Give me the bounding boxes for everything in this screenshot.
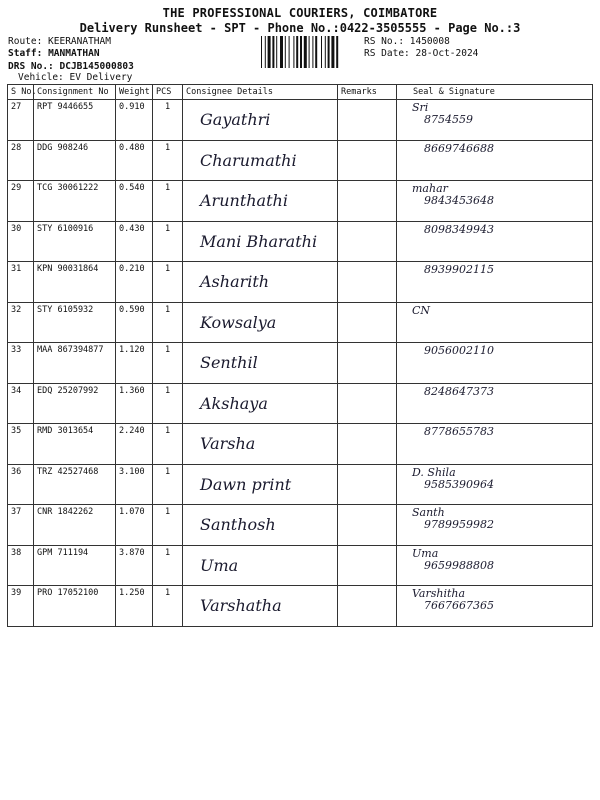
seal-signature: [412, 183, 589, 207]
seal-signature-cell: [397, 302, 593, 343]
sno-cell: 36: [8, 464, 34, 505]
weight-cell: 1.120: [116, 343, 153, 384]
rs-date: RS Date: 28-Oct-2024: [364, 48, 479, 59]
staff-line: [8, 48, 100, 59]
pcs-cell: 1: [153, 221, 183, 262]
weight-cell: 0.910: [116, 100, 153, 141]
sno-cell: 37: [8, 505, 34, 546]
seal-signature-cell: [397, 464, 593, 505]
consignee-cell: [183, 586, 338, 627]
consignee-cell: [183, 545, 338, 586]
remarks-cell: [338, 221, 397, 262]
seal-signature-cell: [397, 343, 593, 384]
remarks-cell: [338, 262, 397, 303]
seal-phone: 8248647373: [424, 384, 494, 398]
sno-cell: 28: [8, 140, 34, 181]
remarks-cell: [338, 505, 397, 546]
consignee-cell: [183, 262, 338, 303]
remarks-cell: [338, 464, 397, 505]
table-row: [8, 343, 593, 384]
pcs-cell: 1: [153, 545, 183, 586]
table-row: [8, 586, 593, 627]
seal-phone: 9056002110: [424, 344, 494, 357]
seal-phone: 8939902115: [424, 263, 494, 276]
weight-cell: 3.100: [116, 464, 153, 505]
consignee-signature: Senthil: [200, 353, 258, 372]
pcs-cell: 1: [153, 424, 183, 465]
sno-cell: 38: [8, 545, 34, 586]
weight-cell: 0.480: [116, 140, 153, 181]
weight-cell: 0.430: [116, 221, 153, 262]
seal-phone: 8778655783: [424, 425, 494, 438]
route-label: Route: KEERANATHAM: [8, 36, 111, 47]
table-row: [8, 181, 593, 222]
table-row: [8, 140, 593, 181]
consignee-cell: [183, 505, 338, 546]
sno-cell: 39: [8, 586, 34, 627]
seal-phone: 8098349943: [424, 222, 494, 236]
drs-label: DRS No.:: [8, 61, 54, 72]
consignment-cell: KPN 90031864: [34, 262, 116, 303]
seal-signature-cell: [397, 586, 593, 627]
table-row: [8, 221, 593, 262]
drs-line: [8, 61, 134, 72]
seal-signature: [412, 305, 589, 317]
column-header-sno: S No.: [8, 85, 34, 100]
seal-mark: CN: [412, 303, 431, 317]
column-header-seal: Seal & Signature: [397, 85, 593, 100]
sno-cell: 35: [8, 424, 34, 465]
seal-signature: [412, 224, 589, 236]
consignee-cell: [183, 100, 338, 141]
remarks-cell: [338, 586, 397, 627]
seal-phone: 8669746688: [424, 141, 494, 155]
remarks-cell: [338, 181, 397, 222]
consignment-cell: PRO 17052100: [34, 586, 116, 627]
consignee-cell: [183, 383, 338, 424]
weight-cell: 1.070: [116, 505, 153, 546]
consignee-signature: Asharith: [200, 272, 270, 291]
seal-mark: Sri: [412, 101, 429, 114]
seal-signature: [412, 386, 589, 398]
consignee-signature: Santhosh: [200, 515, 276, 534]
seal-phone: 9659988808: [424, 558, 494, 572]
pcs-cell: 1: [153, 586, 183, 627]
weight-cell: 2.240: [116, 424, 153, 465]
table-row: [8, 262, 593, 303]
consignment-cell: CNR 1842262: [34, 505, 116, 546]
staff-value: MANMATHAN: [48, 48, 100, 59]
remarks-cell: [338, 140, 397, 181]
column-header-weight: Weight: [116, 85, 153, 100]
seal-signature: [412, 467, 589, 491]
seal-signature-cell: [397, 181, 593, 222]
seal-signature: [412, 345, 589, 357]
weight-cell: 0.210: [116, 262, 153, 303]
seal-mark: Varshitha: [412, 587, 466, 600]
remarks-cell: [338, 545, 397, 586]
consignee-signature: Kowsalya: [200, 312, 277, 332]
consignee-signature: Charumathi: [200, 150, 297, 170]
consignment-cell: MAA 867394877: [34, 343, 116, 384]
consignment-cell: RMD 3013654: [34, 424, 116, 465]
pcs-cell: 1: [153, 383, 183, 424]
column-header-remarks: Remarks: [338, 85, 397, 100]
weight-cell: 3.870: [116, 545, 153, 586]
weight-cell: 0.590: [116, 302, 153, 343]
column-header-consignee: Consignee Details: [183, 85, 338, 100]
consignment-cell: STY 6105932: [34, 302, 116, 343]
barcode-image: [260, 36, 356, 68]
seal-signature-cell: [397, 140, 593, 181]
pcs-cell: 1: [153, 262, 183, 303]
pcs-cell: 1: [153, 464, 183, 505]
consignee-signature: Gayathri: [200, 110, 271, 129]
consignee-signature: Uma: [200, 555, 239, 575]
table-row: [8, 545, 593, 586]
remarks-cell: [338, 424, 397, 465]
table-row: [8, 464, 593, 505]
remarks-cell: [338, 343, 397, 384]
sno-cell: 31: [8, 262, 34, 303]
runsheet-table: [7, 84, 593, 627]
seal-signature-cell: [397, 221, 593, 262]
consignment-cell: RPT 9446655: [34, 100, 116, 141]
consignment-cell: STY 6100916: [34, 221, 116, 262]
drs-value: DCJB145000803: [59, 61, 134, 72]
seal-signature: [412, 426, 589, 438]
consignee-signature: Arunthathi: [200, 191, 288, 210]
weight-cell: 1.250: [116, 586, 153, 627]
sno-cell: 30: [8, 221, 34, 262]
consignee-cell: [183, 464, 338, 505]
pcs-cell: 1: [153, 343, 183, 384]
consignee-cell: [183, 302, 338, 343]
pcs-cell: 1: [153, 302, 183, 343]
sno-cell: 34: [8, 383, 34, 424]
seal-phone: 8754559: [424, 113, 473, 126]
remarks-cell: [338, 383, 397, 424]
seal-signature-cell: [397, 100, 593, 141]
consignee-cell: [183, 221, 338, 262]
weight-cell: 0.540: [116, 181, 153, 222]
seal-signature: [412, 588, 589, 612]
consignee-signature: Mani Bharathi: [200, 231, 318, 251]
pcs-cell: 1: [153, 505, 183, 546]
seal-signature: [412, 507, 589, 531]
seal-mark: Santh: [412, 506, 445, 519]
remarks-cell: [338, 100, 397, 141]
rs-number: RS No.: 1450008: [364, 36, 450, 47]
consignment-cell: TRZ 42527468: [34, 464, 116, 505]
seal-mark: Uma: [412, 546, 439, 560]
seal-signature: [412, 102, 589, 126]
consignee-signature: Dawn print: [200, 474, 292, 494]
seal-signature-cell: [397, 545, 593, 586]
consignment-cell: GPM 711194: [34, 545, 116, 586]
pcs-cell: 1: [153, 100, 183, 141]
vehicle-label: Vehicle: EV Delivery: [18, 72, 133, 83]
seal-signature: [412, 264, 589, 276]
remarks-cell: [338, 302, 397, 343]
table-row: [8, 505, 593, 546]
sno-cell: 27: [8, 100, 34, 141]
column-header-pcs: PCS: [153, 85, 183, 100]
table-row: [8, 302, 593, 343]
table-row: [8, 424, 593, 465]
consignee-cell: [183, 140, 338, 181]
consignee-signature: Akshaya: [200, 393, 268, 413]
pcs-cell: 1: [153, 140, 183, 181]
seal-signature: [412, 143, 589, 155]
seal-phone: 9843453648: [424, 194, 494, 207]
consignee-signature: Varshatha: [200, 596, 282, 615]
pcs-cell: 1: [153, 181, 183, 222]
table-row: [8, 100, 593, 141]
seal-signature: [412, 548, 589, 572]
seal-phone: 9789959982: [424, 518, 494, 531]
weight-cell: 1.360: [116, 383, 153, 424]
seal-mark: mahar: [412, 182, 448, 195]
sno-cell: 29: [8, 181, 34, 222]
consignee-cell: [183, 181, 338, 222]
seal-signature-cell: [397, 424, 593, 465]
consignment-cell: EDQ 25207992: [34, 383, 116, 424]
seal-phone: 9585390964: [424, 477, 494, 491]
seal-signature-cell: [397, 262, 593, 303]
column-header-consignment: Consignment No: [34, 85, 116, 100]
sno-cell: 33: [8, 343, 34, 384]
runsheet-subtitle: Delivery Runsheet - SPT - Phone No.:0422-3505555 - Page No.:3: [79, 21, 521, 35]
seal-signature-cell: [397, 383, 593, 424]
seal-phone: 7667667365: [424, 599, 494, 612]
consignee-signature: Varsha: [200, 434, 256, 453]
table-header-row: [8, 85, 593, 100]
seal-mark: D. Shila: [412, 465, 456, 479]
consignment-cell: TCG 30061222: [34, 181, 116, 222]
consignment-cell: DDG 908246: [34, 140, 116, 181]
sno-cell: 32: [8, 302, 34, 343]
staff-label: Staff:: [8, 48, 43, 59]
company-title: THE PROFESSIONAL COURIERS, COIMBATORE: [162, 6, 438, 20]
seal-signature-cell: [397, 505, 593, 546]
consignee-cell: [183, 343, 338, 384]
consignee-cell: [183, 424, 338, 465]
table-row: [8, 383, 593, 424]
